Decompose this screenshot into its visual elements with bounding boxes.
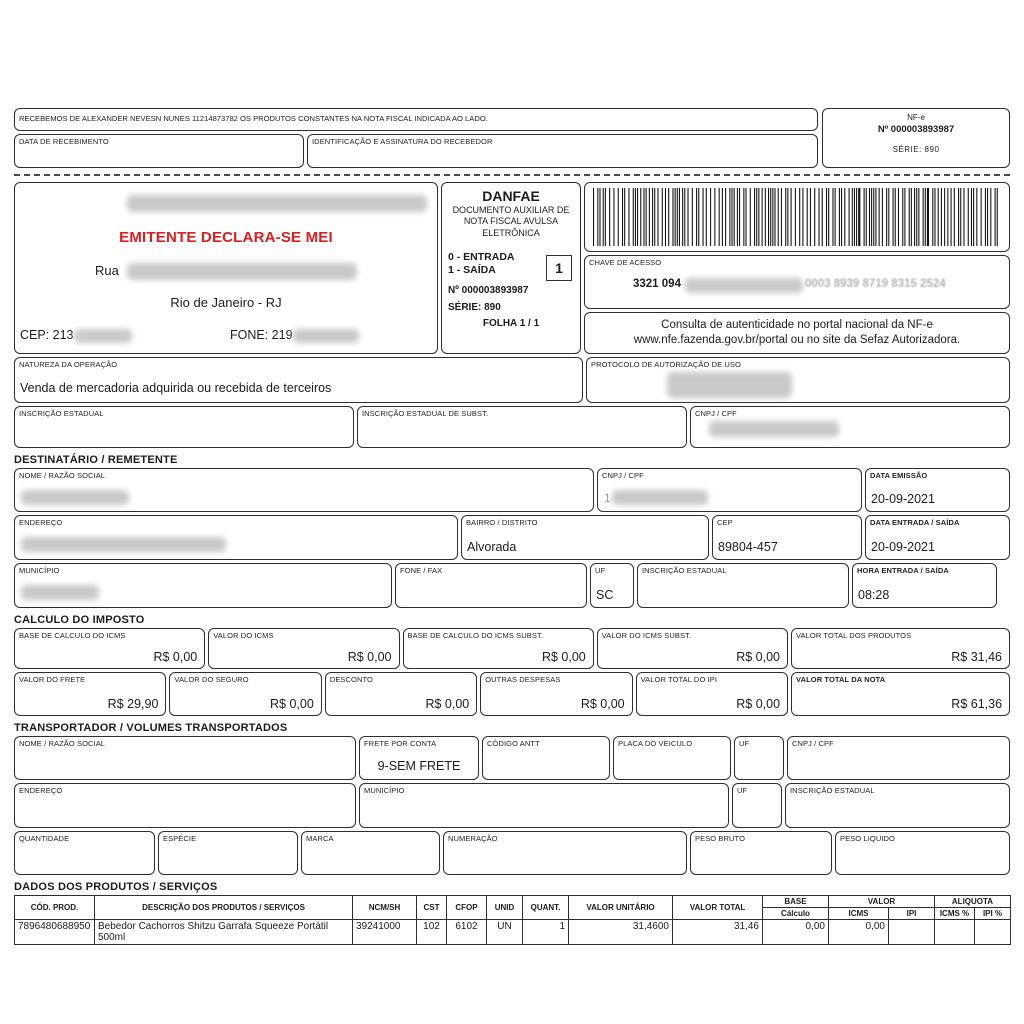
col-product-code: CÓD. PROD.: [15, 896, 95, 920]
entry-date-label: DATA ENTRADA / SAÍDA: [870, 518, 960, 527]
product-total-value: 31,46: [673, 920, 763, 945]
col-icms: ICMS: [829, 908, 889, 920]
emitter-cnpj-redacted: [709, 421, 839, 437]
state-registration-label: INSCRIÇÃO ESTADUAL: [19, 409, 104, 418]
icms-value-field: VALOR DO ICMS R$ 0,00: [208, 628, 399, 669]
product-unit: UN: [487, 920, 523, 945]
col-unit: UNID: [487, 896, 523, 920]
volumes-brand-field: MARCA: [301, 831, 440, 875]
products-table: [14, 895, 1011, 945]
product-row: [15, 920, 1011, 945]
carrier-cnpj-field: CNPJ / CPF: [787, 736, 1010, 780]
authorization-protocol-label: PROTOCOLO DE AUTORIZAÇÃO DE USO: [591, 360, 741, 369]
entry-time-value: 08:28: [858, 588, 890, 602]
subst-state-registration-field: [357, 406, 687, 448]
state-registration-field: [14, 406, 354, 448]
danfae-folha: FOLHA 1 / 1: [482, 318, 540, 330]
danfae-serie: SÉRIE: 890: [448, 302, 501, 314]
recipient-cep-field: [712, 515, 862, 560]
receipt-date-label: DATA DE RECEBIMENTO: [19, 137, 109, 146]
invoice-total-field: VALOR TOTAL DA NOTA R$ 61,36: [791, 672, 1010, 716]
products-section-title: DADOS DOS PRODUTOS / SERVIÇOS: [14, 881, 218, 893]
volumes-numbering-field: NUMERAÇÃO: [443, 831, 687, 875]
insurance-value-field: VALOR DO SEGURO R$ 0,00: [169, 672, 321, 716]
recipient-cep-value: 89804-457: [718, 540, 778, 554]
product-unit-value: 31,4600: [569, 920, 673, 945]
recipient-cnpj-field: [597, 468, 862, 512]
icms-subst-base-field: BASE DE CALCULO DO ICMS SUBST. R$ 0,00: [403, 628, 594, 669]
emitter-street-redacted: [127, 263, 357, 280]
product-ipi: [889, 920, 935, 945]
recipient-address-field: [14, 515, 458, 560]
danfae-box: [441, 182, 581, 354]
product-base-calc: 0,00: [763, 920, 829, 945]
danfae-entrada-saida: 0 - ENTRADA 1 - SAÍDA: [448, 250, 515, 277]
recipient-name-field: [14, 468, 594, 512]
products-total-field: VALOR TOTAL DOS PRODUTOS R$ 31,46: [791, 628, 1010, 669]
recipient-state-registration-label: INSCRIÇÃO ESTADUAL: [642, 566, 727, 575]
barcode: [593, 188, 1001, 246]
emitter-name-redacted: [127, 195, 427, 212]
emission-date-value: 20-09-2021: [871, 492, 935, 506]
access-key-redacted: [685, 278, 803, 293]
emitter-cnpj-label: CNPJ / CPF: [695, 409, 737, 418]
access-key-label: CHAVE DE ACESSO: [589, 258, 662, 267]
operation-nature-field: [14, 357, 583, 403]
carrier-municipality-field: MUNICÍPIO: [359, 783, 729, 828]
col-ncm: NCM/SH: [353, 896, 417, 920]
tax-section-title: CALCULO DO IMPOSTO: [14, 614, 145, 626]
danfae-subtitle: DOCUMENTO AUXILIAR DE NOTA FISCAL AVULSA ELETRÔNICA: [452, 205, 570, 238]
col-group-aliquota: ALIQUOTA: [935, 896, 1011, 908]
stub-nfe-number: Nº 000003893987: [877, 124, 955, 135]
receipt-date-field: [14, 134, 304, 168]
access-key-value: 3321 094 0003 8939 8719 8315 2524: [633, 278, 946, 290]
col-cfop: CFOP: [447, 896, 487, 920]
col-group-valor: VALOR: [829, 896, 935, 908]
entry-time-label: HORA ENTRADA / SAÍDA: [857, 566, 949, 575]
col-ipi: IPI: [889, 908, 935, 920]
col-description: DESCRIÇÃO DOS PRODUTOS / SERVIÇOS: [95, 896, 353, 920]
freight-value-field: VALOR DO FRETE R$ 29,90: [14, 672, 166, 716]
entry-date-field: [865, 515, 1010, 560]
transport-section-title: TRANSPORTADOR / VOLUMES TRANSPORTADOS: [14, 722, 288, 734]
emitter-city: Rio de Janeiro - RJ: [170, 295, 282, 310]
col-base-calc: Cálculo: [763, 908, 829, 920]
subst-state-registration-label: INSCRIÇÃO ESTADUAL DE SUBST.: [362, 409, 489, 418]
carrier-uf2-field: UF: [732, 783, 782, 828]
emitter-cnpj-field: [690, 406, 1010, 448]
district-field: [461, 515, 709, 560]
authenticity-note: Consulta de autenticidade no portal nacional da NF-e www.nfe.fazenda.gov.br/portal ou no site da Sefaz Autorizadora.: [584, 312, 1010, 354]
col-cst: CST: [417, 896, 447, 920]
product-quantity: 1: [523, 920, 569, 945]
uf-value: SC: [596, 588, 614, 602]
recipient-cep-label: CEP: [717, 518, 733, 527]
protocol-redacted: [667, 372, 792, 398]
emission-date-label: DATA EMISSÃO: [870, 471, 928, 480]
volumes-species-field: ESPÉCIE: [158, 831, 298, 875]
net-weight-field: PESO LIQUIDO: [835, 831, 1010, 875]
col-icms-pct: ICMS %: [935, 908, 975, 920]
entry-time-field: [852, 563, 997, 608]
product-description: Bebedor Cachorros Shitzu Garrafa Squeeze Portátil 500ml: [95, 920, 353, 945]
freight-terms-field: FRETE POR CONTA 9-SEM FRETE: [359, 736, 479, 780]
antt-code-field: CÓDIGO ANTT: [482, 736, 610, 780]
emitter-box: [14, 182, 438, 354]
freight-terms-value: 9-SEM FRETE: [377, 759, 461, 773]
operation-nature-value: Venda de mercadoria adquirida ou recebida de terceiros: [20, 381, 332, 395]
volumes-quantity-field: QUANTIDADE: [14, 831, 155, 875]
product-ipi-pct: [975, 920, 1011, 945]
municipality-label: MUNICÍPIO: [19, 566, 60, 575]
stub-serie: SÉRIE: 890: [892, 145, 940, 154]
other-expenses-field: OUTRAS DESPESAS R$ 0,00: [480, 672, 632, 716]
col-ipi-pct: IPI %: [975, 908, 1011, 920]
recipient-address-label: ENDEREÇO: [19, 518, 63, 527]
emitter-mei-declaration: EMITENTE DECLARA-SE MEI: [119, 229, 333, 246]
recipient-name-label: NOME / RAZÃO SOCIAL: [19, 471, 106, 480]
product-icms: 0,00: [829, 920, 889, 945]
col-quantity: QUANT.: [523, 896, 569, 920]
receipt-signature-label: IDENTIFICAÇÃO E ASSINATURA DO RECEBEDOR: [312, 137, 493, 146]
uf-label: UF: [595, 566, 606, 575]
emitter-cep: CEP: 213: [20, 328, 132, 343]
operation-nature-label: NATUREZA DA OPERAÇÃO: [19, 360, 118, 369]
ipi-total-field: VALOR TOTAL DO IPI R$ 0,00: [636, 672, 788, 716]
carrier-address-field: ENDEREÇO: [14, 783, 356, 828]
municipality-redacted: [21, 585, 99, 600]
recipient-cnpj-redacted: [612, 490, 708, 505]
icms-subst-value-field: VALOR DO ICMS SUBST. R$ 0,00: [597, 628, 788, 669]
product-cst: 102: [417, 920, 447, 945]
entry-date-value: 20-09-2021: [871, 540, 935, 554]
danfae-title: DANFAE: [482, 188, 540, 204]
tear-line: [14, 174, 1010, 176]
emitter-phone: FONE: 219: [230, 328, 359, 343]
product-ncm: 39241000: [353, 920, 417, 945]
col-total-value: VALOR TOTAL: [673, 896, 763, 920]
authorization-protocol-field: [586, 357, 1010, 403]
danfae-type-indicator: 1: [546, 255, 572, 281]
emission-date-field: [865, 468, 1010, 512]
stub-nfe-label: NF-e: [907, 113, 925, 122]
stub-nfe-box: [822, 108, 1010, 168]
district-label: BAIRRO / DISTRITO: [466, 518, 538, 527]
discount-field: DESCONTO R$ 0,00: [325, 672, 477, 716]
product-cfop: 6102: [447, 920, 487, 945]
uf-field: [590, 563, 634, 608]
recipient-state-registration-field: [637, 563, 849, 608]
product-icms-pct: [935, 920, 975, 945]
carrier-name-field: NOME / RAZÃO SOCIAL: [14, 736, 356, 780]
vehicle-plate-field: PLACA DO VEICULO: [613, 736, 731, 780]
receipt-statement: RECEBEMOS DE ALEXANDER NEVESN NUNES 11214873782 OS PRODUTOS CONSTANTES NA NOTA FISCAL INDICADA AO LADO.: [14, 108, 818, 131]
emitter-phone-redacted: [293, 329, 359, 343]
recipient-section-title: DESTINATÁRIO / REMETENTE: [14, 454, 178, 466]
carrier-state-registration-field: INSCRIÇÃO ESTADUAL: [785, 783, 1010, 828]
recipient-cnpj-prefix: 1: [604, 491, 611, 505]
col-unit-value: VALOR UNITÁRIO: [569, 896, 673, 920]
carrier-uf-field: UF: [734, 736, 784, 780]
receipt-stub: [14, 108, 1010, 168]
receipt-signature-field: [307, 134, 818, 168]
recipient-name-redacted: [21, 490, 129, 505]
icms-base-field: BASE DE CALCULO DO ICMS R$ 0,00: [14, 628, 205, 669]
phone-fax-field: [395, 563, 587, 608]
emitter-street: Rua: [95, 263, 357, 280]
emitter-cep-redacted: [74, 329, 132, 343]
danfae-number: Nº 000003893987: [448, 285, 529, 297]
phone-fax-label: FONE / FAX: [400, 566, 443, 575]
access-key-box: [584, 255, 1010, 309]
recipient-cnpj-label: CNPJ / CPF: [602, 471, 644, 480]
district-value: Alvorada: [467, 540, 517, 554]
col-group-base: BASE: [763, 896, 829, 908]
danfe-document: [14, 108, 1010, 945]
recipient-address-redacted: [21, 537, 226, 552]
municipality-field: [14, 563, 392, 608]
gross-weight-field: PESO BRUTO: [690, 831, 832, 875]
barcode-box: [584, 182, 1010, 252]
product-code: 7896480688950: [15, 920, 95, 945]
